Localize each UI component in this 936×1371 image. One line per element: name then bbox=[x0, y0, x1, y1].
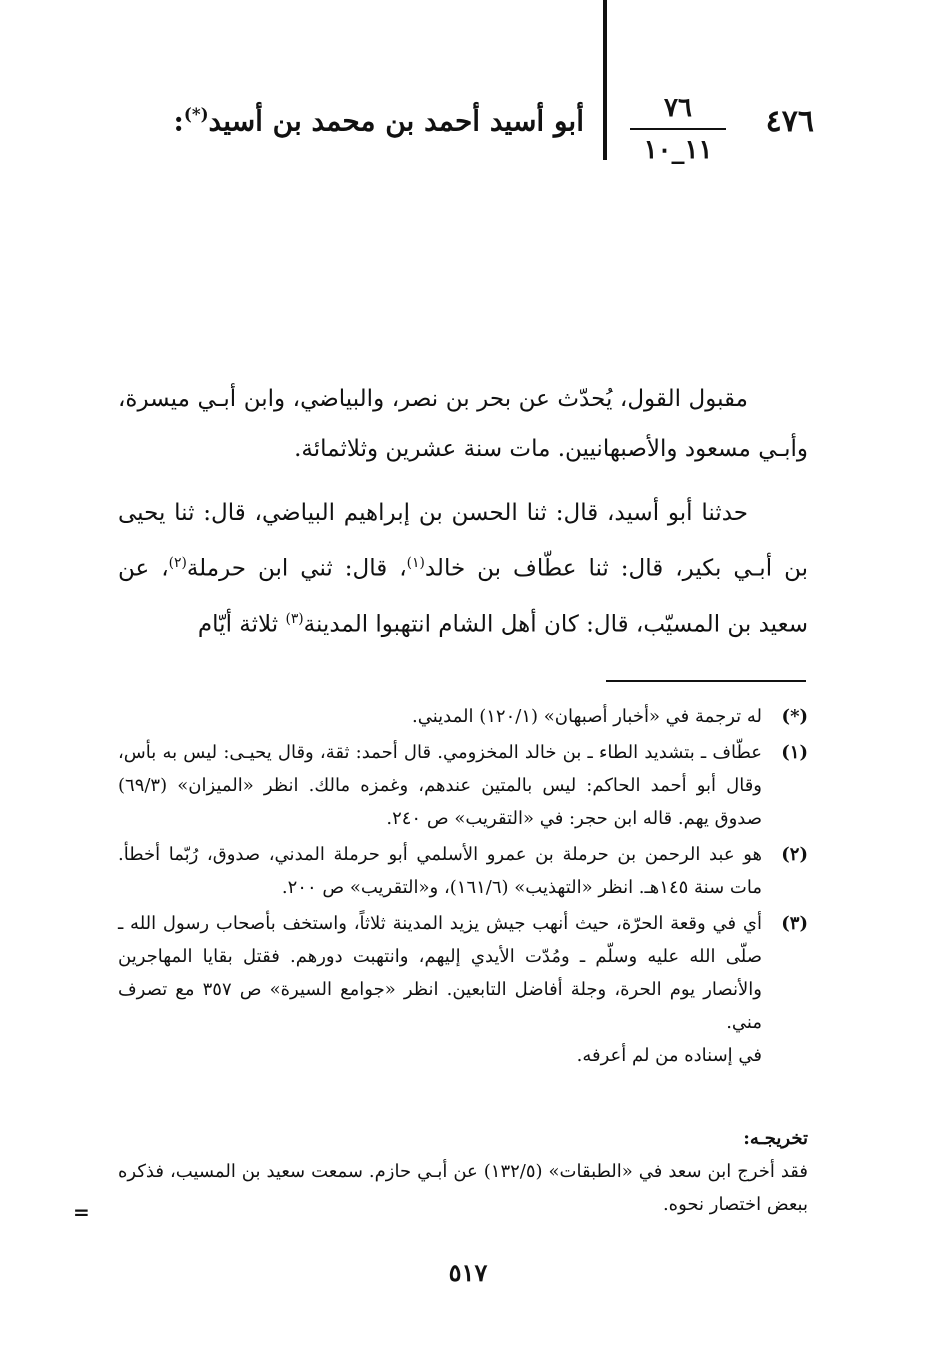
footnote bbox=[118, 736, 808, 835]
footnote-mark: (٣) bbox=[781, 913, 808, 934]
body-text-segment: حدثنا أبو أسيد، قال: ثنا الحسن بن إبراهيم البياضي، قال: ثنا يحيى بن أبـي بكير، قال: ثنا عطّاف بن خالد bbox=[118, 500, 808, 582]
footnote-note: في إسناده من لم أعرفه. bbox=[576, 1045, 762, 1066]
fraction-numerator: ٧٦ bbox=[664, 93, 692, 123]
footnote-mark: (٢) bbox=[781, 844, 808, 865]
takhrij-label: تخريجـه: bbox=[743, 1128, 808, 1149]
footnote-ref-3: (٣) bbox=[285, 610, 304, 627]
header-fraction bbox=[630, 90, 726, 166]
entry-title-text: أبو أسيد أحمد بن محمد بن أسيد bbox=[208, 104, 584, 138]
footnotes bbox=[118, 700, 808, 1075]
header-vertical-rule bbox=[603, 0, 607, 160]
body-paragraph-2 bbox=[118, 488, 808, 649]
footnote-text: عطّاف ـ بتشديد الطاء ـ بن خالد المخزومي. قال أحمد: ثقة، وقال يحيـى: ليس به بأس، وقال أبو أحمد الحاكم: ليس بالمتين عندهم، وغمزه مالك. انظر «الميزان» (٦٩/٣) صدوق يهم. قاله ابن حجر: في «التقريب» ص ٢٤٠. bbox=[118, 742, 762, 829]
entry-title bbox=[174, 104, 584, 137]
body-paragraph-1: مقبول القول، يُحدّث عن بحر بن نصر، والبياضي، وابن أبـي ميسرة، وأبـي مسعود والأصبهانيين. مات سنة عشرين وثلاثمائة. bbox=[118, 386, 808, 462]
footnote-body bbox=[118, 907, 762, 1072]
footnote bbox=[118, 907, 808, 1072]
body-text-segment: ، عن سعيد بن المسيّب، قال: كان أهل الشام انتهبوا المدينة bbox=[118, 555, 808, 638]
body-text bbox=[118, 374, 808, 649]
takhrij-section bbox=[118, 1122, 808, 1221]
footnote-mark: (*) bbox=[781, 706, 808, 727]
continuation-mark: = bbox=[73, 1200, 90, 1224]
entry-title-suffix: : bbox=[173, 104, 184, 138]
footnote-separator bbox=[606, 680, 806, 682]
fraction-denominator: ١١_١٠ bbox=[643, 135, 713, 165]
footnote bbox=[118, 700, 808, 733]
body-text-segment: ثلاثة أيّام bbox=[197, 611, 286, 638]
footnote-ref-2: (٢) bbox=[168, 555, 187, 571]
footnote-text: أي في وقعة الحرّة، حيث أنهب جيش يزيد المدينة ثلاثاً، واستخف بأصحاب رسول الله ـ صلّى الله عليه وسلّم ـ ومُدّت الأيدي إليهم، وانتهبت دورهم. فقتل بقايا المهاجرين والأنصار يوم الحرة، وجلة أفاضل التابعين. انظر «جوامع السيرة» ص ٣٥٧ مع تصرف مني. bbox=[118, 913, 762, 1033]
footnote-ref-1: (١) bbox=[406, 555, 425, 571]
fraction-bar bbox=[630, 128, 726, 130]
entry-title-marker: (*) bbox=[183, 104, 209, 124]
body-text-segment: ، قال: ثني ابن حرملة bbox=[186, 555, 407, 582]
footnote-mark: (١) bbox=[781, 742, 808, 763]
takhrij-text: فقد أخرج ابن سعد في «الطبقات» (١٣٢/٥) عن أبـي حازم. سمعت سعيد بن المسيب، فذكره ببعض اختصار نحوه. bbox=[118, 1161, 809, 1215]
footnote bbox=[118, 838, 808, 904]
footnote-text: له ترجمة في «أخبار أصبهان» (١٢٠/١) المديني. bbox=[412, 706, 762, 727]
entry-number: ٤٧٦ bbox=[765, 104, 814, 139]
page-number: ٥١٧ bbox=[448, 1258, 488, 1287]
footnote-text: هو عبد الرحمن بن حرملة بن عمرو الأسلمي أبو حرملة المدني، صدوق، رُبّما أخطأ. مات سنة ١٤٥هـ. انظر «التهذيب» (١٦١/٦)، و«التقريب» ص ٢٠٠. bbox=[118, 844, 762, 898]
